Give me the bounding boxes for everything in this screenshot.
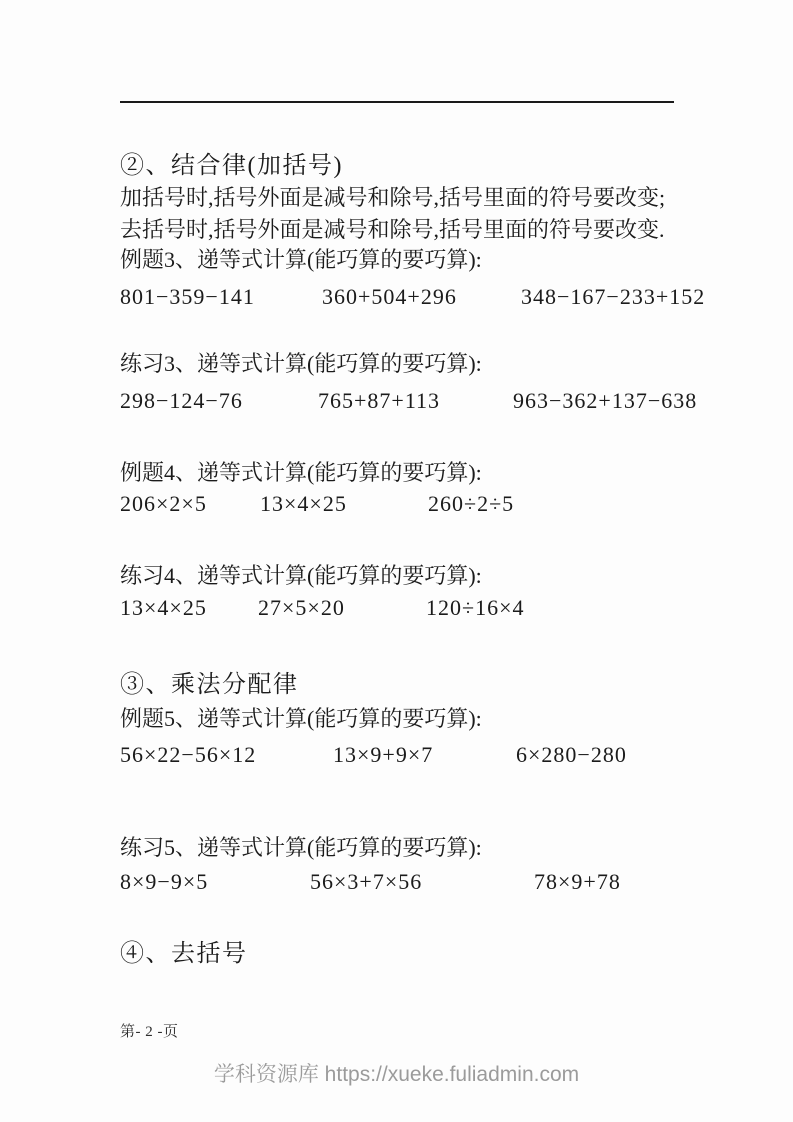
math-expression: 348−167−233+152 — [521, 284, 706, 309]
rule-text-line-1: 加括号时,括号外面是减号和除号,括号里面的符号要改变; — [120, 185, 666, 210]
math-expression: 13×9+9×7 — [333, 742, 434, 767]
page-number-label: 第- 2 -页 — [120, 1024, 179, 1040]
example-5-label: 例题5、递等式计算(能巧算的要巧算): — [120, 706, 482, 731]
math-expression: 8×9−9×5 — [120, 869, 209, 894]
math-expression: 298−124−76 — [120, 388, 243, 413]
practice-4-label: 练习4、递等式计算(能巧算的要巧算): — [120, 563, 482, 588]
math-expression: 27×5×20 — [258, 595, 345, 620]
watermark-text: 学科资源库 https://xueke.fuliadmin.com — [213, 1063, 580, 1086]
math-expression: 206×2×5 — [120, 491, 207, 516]
math-expression: 963−362+137−638 — [513, 388, 698, 413]
math-expression: 78×9+78 — [534, 869, 621, 894]
math-expression: 360+504+296 — [322, 284, 457, 309]
math-expression: 56×3+7×56 — [310, 869, 423, 894]
math-expression: 13×4×25 — [120, 595, 207, 620]
section-heading-remove-brackets: ④、去括号 — [120, 941, 248, 967]
math-expression: 260÷2÷5 — [428, 491, 515, 516]
math-expression: 6×280−280 — [516, 742, 627, 767]
math-expression: 801−359−141 — [120, 284, 255, 309]
math-expression: 120÷16×4 — [426, 595, 525, 620]
section-heading-distributive-law: ③、乘法分配律 — [120, 672, 299, 698]
rule-text-line-2: 去括号时,括号外面是减号和除号,括号里面的符号要改变. — [120, 217, 665, 242]
math-expression: 56×22−56×12 — [120, 742, 257, 767]
header-rule — [120, 101, 674, 103]
practice-5-label: 练习5、递等式计算(能巧算的要巧算): — [120, 835, 482, 860]
practice-3-label: 练习3、递等式计算(能巧算的要巧算): — [120, 351, 482, 376]
section-heading-associative-law: ②、结合律(加括号) — [120, 153, 343, 179]
example-3-label: 例题3、递等式计算(能巧算的要巧算): — [120, 247, 482, 272]
example-4-label: 例题4、递等式计算(能巧算的要巧算): — [120, 460, 482, 485]
math-expression: 765+87+113 — [318, 388, 440, 413]
math-expression: 13×4×25 — [260, 491, 347, 516]
